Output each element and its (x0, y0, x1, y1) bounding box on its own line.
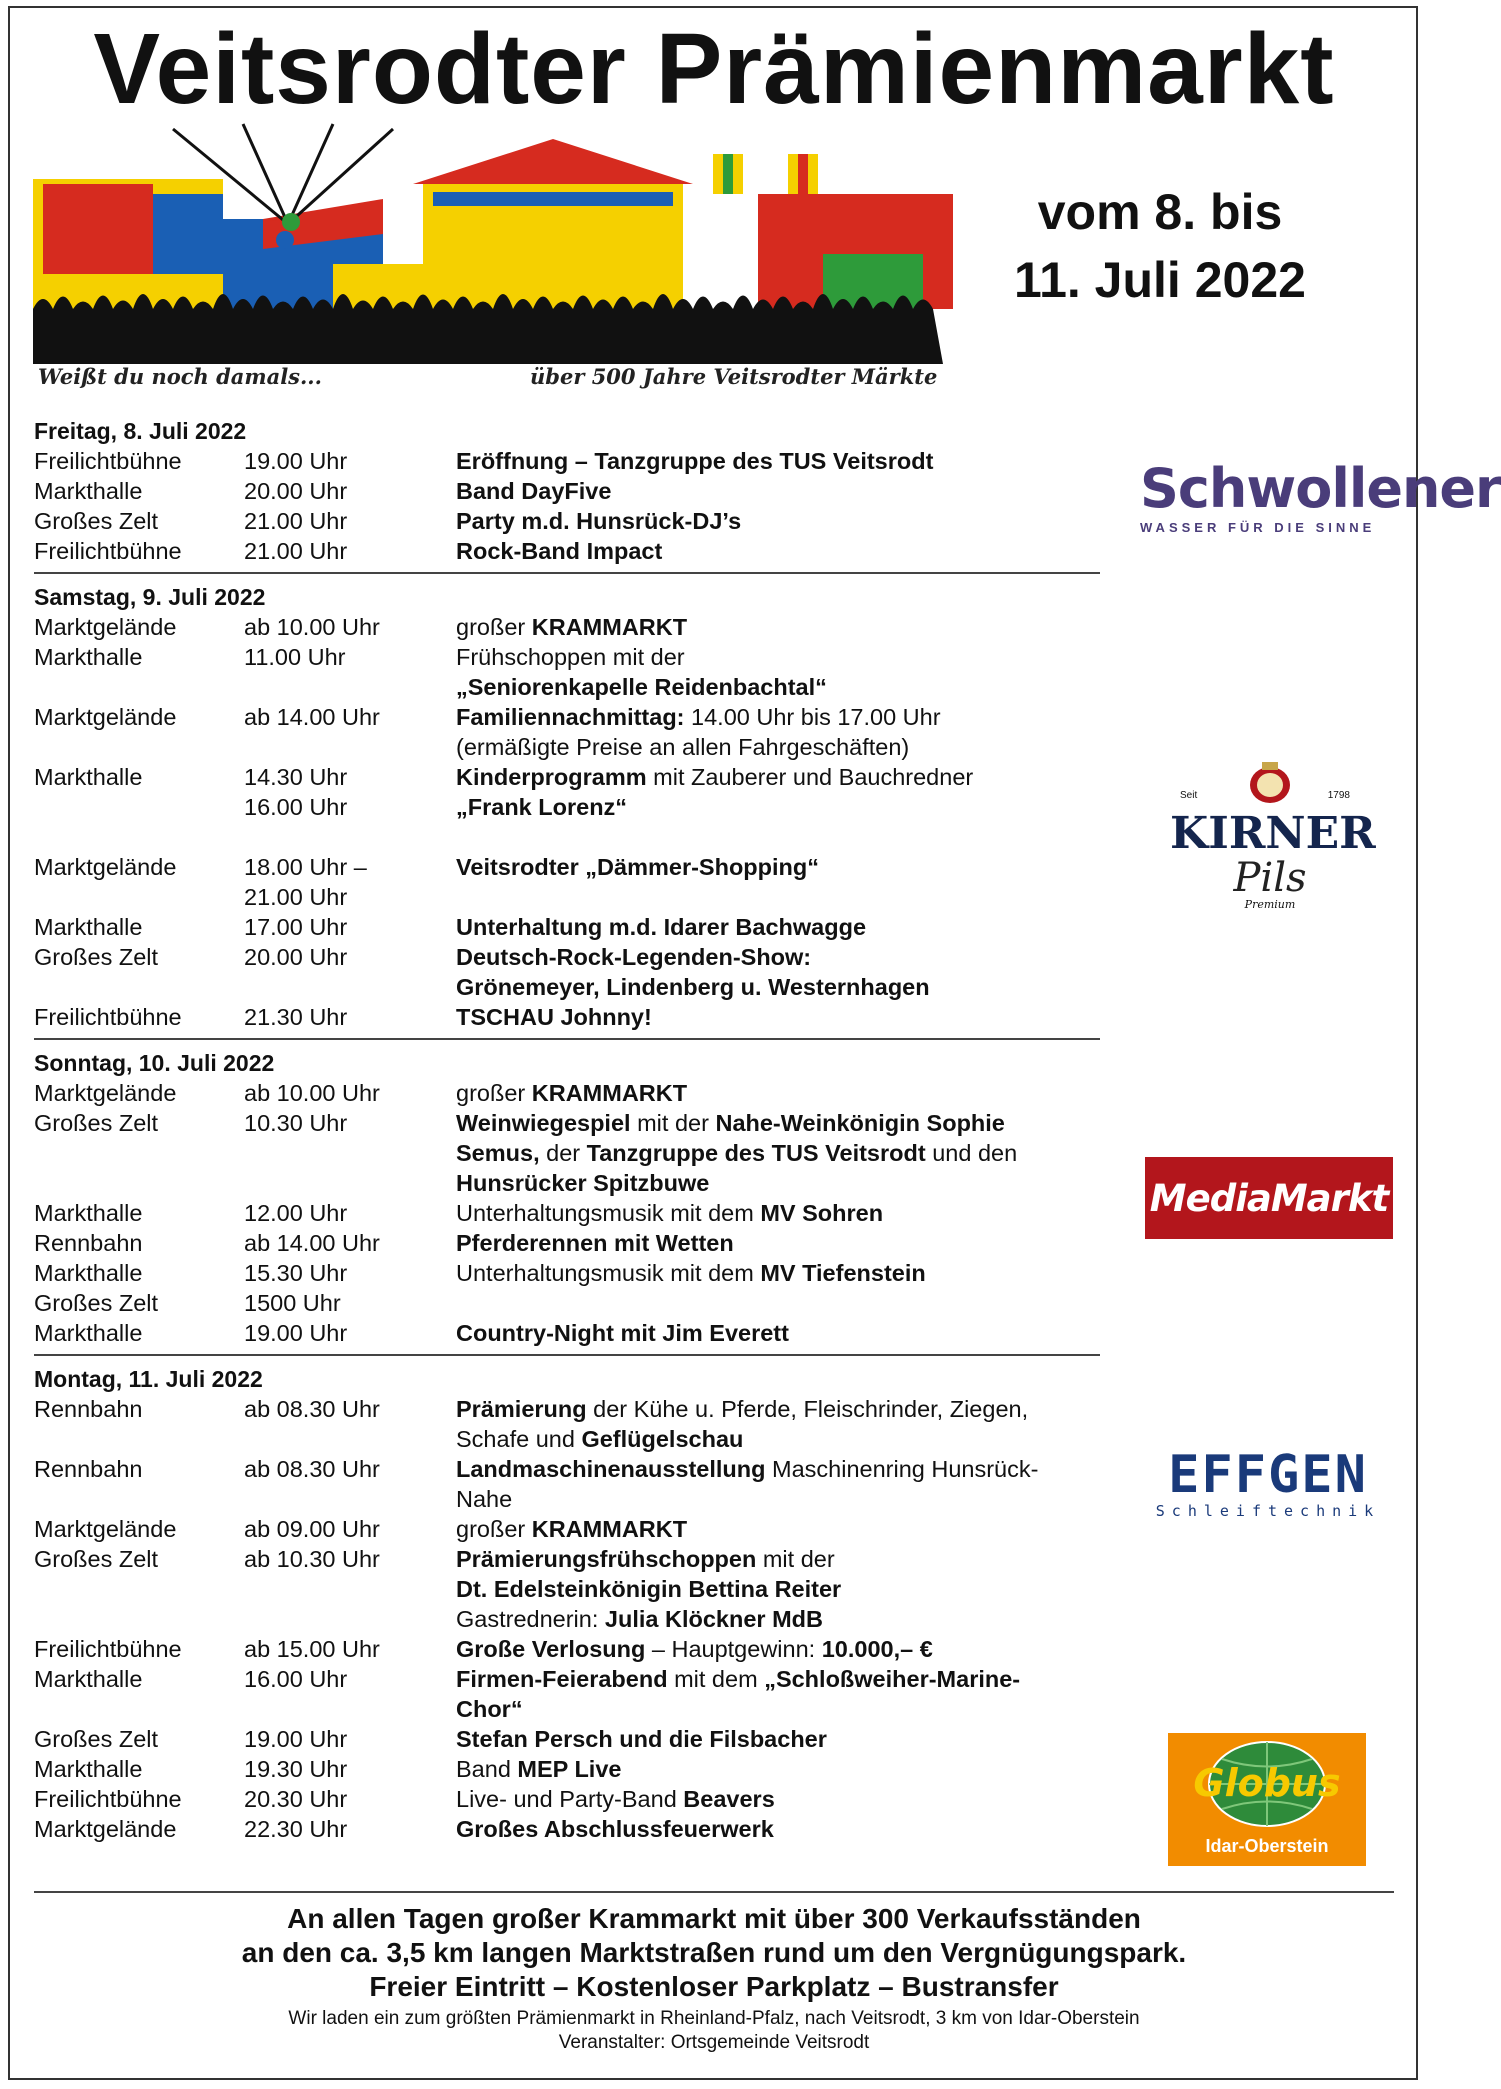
event-text: Tanzgruppe des TUS Veitsrodt (586, 1140, 926, 1166)
event-text: Chor“ (456, 1696, 523, 1722)
event-time (244, 1168, 456, 1198)
event-text: Band (456, 1756, 518, 1782)
footer-line-2: an den ca. 3,5 km langen Marktstraßen rund um den Vergnügungspark. (241, 1937, 1187, 1968)
event-text: Gastrednerin: (456, 1606, 605, 1632)
event-description (456, 1724, 1100, 1754)
schedule-row (34, 1108, 1100, 1138)
event-text: Rock-Band Impact (456, 538, 663, 564)
schedule-row (34, 732, 1100, 762)
footer-divider (34, 1891, 1394, 1893)
day-heading: Sonntag, 10. Juli 2022 (34, 1050, 275, 1076)
event-location: Markthalle (34, 478, 143, 504)
schedule-row (34, 1198, 1100, 1228)
event-time (244, 1604, 456, 1634)
event-location: Marktgelände (34, 614, 177, 640)
tagline-left: Weißt du noch damals... (38, 364, 322, 389)
event-description (456, 1108, 1100, 1138)
event-text: MV Sohren (760, 1200, 884, 1226)
kirner-crest-icon (1240, 760, 1300, 805)
date-line-2: 11. Juli 2022 (1014, 252, 1306, 308)
schedule-row (34, 1138, 1100, 1168)
event-description (456, 1634, 1100, 1664)
event-description (456, 1318, 1100, 1348)
event-text: Deutsch-Rock-Legenden-Show: (456, 944, 812, 970)
event-time: ab 15.00 Uhr (244, 1636, 380, 1662)
event-description (456, 1484, 1100, 1514)
event-time: ab 10.00 Uhr (244, 1080, 380, 1106)
event-text: Live- und Party-Band (456, 1786, 684, 1812)
event-time: ab 09.00 Uhr (244, 1516, 380, 1542)
day-section (34, 1364, 1100, 1850)
event-description (456, 1198, 1100, 1228)
event-location (34, 882, 244, 912)
event-text: Eröffnung – Tanzgruppe des TUS Veitsrodt (456, 448, 934, 474)
event-description (456, 506, 1100, 536)
event-description (456, 1454, 1100, 1484)
schedule-row (34, 536, 1100, 566)
event-location (34, 792, 244, 822)
schedule-row (34, 1814, 1100, 1844)
schwollener-tagline: WASSER FÜR DIE SINNE (1140, 520, 1376, 535)
day-section (34, 1048, 1100, 1356)
event-description (456, 1694, 1100, 1724)
event-text: Firmen-Feierabend (456, 1666, 668, 1692)
event-text: „Schloßweiher-Marine- (764, 1666, 1021, 1692)
kirner-year: 1798 (1327, 790, 1350, 801)
day-section (34, 416, 1100, 574)
event-text: mit der (756, 1546, 835, 1572)
schedule-row (34, 942, 1100, 972)
flag-1-stripe (723, 154, 733, 194)
event-location: Markthalle (34, 1756, 143, 1782)
event-location: Freilichtbühne (34, 538, 182, 564)
event-time: 1500 Uhr (244, 1290, 341, 1316)
event-location (34, 1484, 244, 1514)
day-heading: Montag, 11. Juli 2022 (34, 1366, 263, 1392)
event-description (456, 672, 1100, 702)
event-time: 22.30 Uhr (244, 1816, 348, 1842)
event-location: Markthalle (34, 1200, 143, 1226)
kirner-premium: Premium (1244, 898, 1296, 911)
footer-line-3: Freier Eintritt – Kostenloser Parkplatz – Bustransfer (369, 1971, 1059, 2002)
event-text: großer (456, 1080, 532, 1106)
footer-line-4: Wir laden ein zum größten Prämienmarkt in Rheinland-Pfalz, nach Veitsrodt, 3 km von Idar-Oberstein (288, 2008, 1140, 2029)
event-text: Nahe (456, 1486, 513, 1512)
event-text: Stefan Persch und die Filsbacher (456, 1726, 827, 1752)
red-block (43, 184, 153, 274)
event-description (456, 1784, 1100, 1814)
schedule-row (34, 882, 1100, 912)
event-text: Kinderprogramm (456, 764, 647, 790)
event-time: ab 08.30 Uhr (244, 1396, 380, 1422)
event-description (456, 1754, 1100, 1784)
schedule-row (34, 1784, 1100, 1814)
event-time: 14.30 Uhr (244, 764, 348, 790)
event-description (456, 1228, 1100, 1258)
event-location: Großes Zelt (34, 944, 159, 970)
event-location: Freilichtbühne (34, 1004, 182, 1030)
event-text: Dt. Edelsteinkönigin Bettina Reiter (456, 1576, 842, 1602)
event-location: Marktgelände (34, 1816, 177, 1842)
event-text: der (539, 1140, 587, 1166)
schedule-row (34, 1228, 1100, 1258)
event-text: Grönemeyer, Lindenberg u. Westernhagen (456, 974, 930, 1000)
schedule-row (34, 852, 1100, 882)
balloon-3 (276, 231, 294, 249)
event-time: 11.00 Uhr (244, 644, 346, 670)
balloon-2 (282, 213, 300, 231)
crowd-silhouette (33, 294, 943, 364)
event-time (244, 972, 456, 1002)
event-location: Markthalle (34, 914, 143, 940)
event-description (456, 882, 1100, 912)
event-text: Veitsrodter „Dämmer-Shopping“ (456, 854, 819, 880)
event-time: 19.00 Uhr (244, 1726, 348, 1752)
event-time: 15.30 Uhr (244, 1260, 348, 1286)
event-text: Country-Night mit Jim Everett (456, 1320, 789, 1346)
event-text: großer (456, 614, 532, 640)
event-time: 20.00 Uhr (244, 478, 348, 504)
event-text: 10.000,– € (821, 1636, 933, 1662)
schedule-row (34, 1258, 1100, 1288)
event-location: Großes Zelt (34, 1110, 159, 1136)
event-time: 19.30 Uhr (244, 1756, 348, 1782)
event-description (456, 1604, 1100, 1634)
event-description (456, 1078, 1100, 1108)
ride-arm-3 (243, 124, 288, 224)
schwollener-logo-text: Schwollener (1140, 457, 1501, 520)
schedule-row (34, 1394, 1100, 1424)
sponsor-kirner (1170, 760, 1376, 940)
schedule-row (34, 1604, 1100, 1634)
event-location (34, 732, 244, 762)
sponsor-effgen (1143, 1445, 1393, 1528)
event-description (456, 1168, 1100, 1198)
effgen-logo-text: EFFGEN (1168, 1445, 1368, 1505)
kirner-seit: Seit (1180, 790, 1198, 801)
schedule (34, 416, 1100, 1858)
date-line-1: vom 8. bis (1037, 184, 1283, 240)
event-time: 21.30 Uhr (244, 1004, 348, 1030)
event-location: Marktgelände (34, 1516, 177, 1542)
event-time (244, 1424, 456, 1454)
effgen-tagline: Schleiftechnik (1155, 1502, 1381, 1520)
event-location (34, 1694, 244, 1724)
schedule-row (34, 1078, 1100, 1108)
event-text: MEP Live (517, 1756, 622, 1782)
schedule-row (34, 1664, 1100, 1694)
event-location: Markthalle (34, 1320, 143, 1346)
event-text: großer (456, 1516, 532, 1542)
sponsor-globus (1168, 1733, 1366, 1866)
event-location: Großes Zelt (34, 508, 159, 534)
event-text: Semus, (456, 1140, 540, 1166)
event-text: Unterhaltung m.d. Idarer Bachwagge (456, 914, 867, 940)
event-time: 21.00 Uhr (244, 884, 348, 910)
event-location: Großes Zelt (34, 1290, 159, 1316)
event-description (456, 642, 1100, 672)
event-text: KRAMMARKT (531, 614, 688, 640)
event-location: Marktgelände (34, 854, 177, 880)
schedule-row (34, 1754, 1100, 1784)
schedule-row (34, 446, 1100, 476)
schedule-row (34, 762, 1100, 792)
footer-line-1: An allen Tagen großer Krammarkt mit über 300 Verkaufsständen (287, 1903, 1141, 1934)
schedule-row (34, 506, 1100, 536)
event-location: Markthalle (34, 644, 143, 670)
event-time: 10.30 Uhr (244, 1110, 348, 1136)
schedule-row (34, 612, 1100, 642)
event-time: 17.00 Uhr (244, 914, 348, 940)
event-time: 20.30 Uhr (244, 1786, 348, 1812)
event-time (244, 732, 456, 762)
blue-block (153, 194, 223, 274)
globus-city: Idar-Oberstein (1205, 1836, 1329, 1856)
tagline-right: über 500 Jahre Veitsrodter Märkte (530, 364, 938, 389)
event-text: Hunsrücker Spitzbuwe (456, 1170, 710, 1196)
event-text: Familiennachmittag: (456, 704, 685, 730)
event-location: Freilichtbühne (34, 448, 182, 474)
event-description (456, 1288, 1100, 1318)
event-time: 20.00 Uhr (244, 944, 348, 970)
event-description (456, 762, 1100, 792)
event-location: Marktgelände (34, 704, 177, 730)
event-text: Landmaschinenausstellung (456, 1456, 766, 1482)
event-description (456, 1424, 1100, 1454)
event-location: Rennbahn (34, 1396, 143, 1422)
row-spacer (34, 822, 1100, 852)
event-text: mit Zauberer und Bauchredner (646, 764, 974, 790)
event-time: 21.00 Uhr (244, 508, 348, 534)
event-text: Beavers (683, 1786, 775, 1812)
event-time: 16.00 Uhr (244, 1666, 348, 1692)
event-text: KRAMMARKT (531, 1080, 688, 1106)
event-location (34, 1424, 244, 1454)
event-text: Unterhaltungsmusik mit dem (456, 1260, 761, 1286)
event-description (456, 702, 1100, 732)
schedule-row (34, 1634, 1100, 1664)
day-heading: Samstag, 9. Juli 2022 (34, 584, 266, 610)
event-location: Freilichtbühne (34, 1636, 182, 1662)
event-time: 18.00 Uhr – (244, 854, 367, 880)
event-text: „Frank Lorenz“ (456, 794, 628, 820)
event-text: Nahe-Weinkönigin Sophie (715, 1110, 1005, 1136)
schedule-row (34, 1694, 1100, 1724)
event-text: Prämierungsfrühschoppen (456, 1546, 757, 1572)
event-description (456, 852, 1100, 882)
event-text: Pferderennen mit Wetten (456, 1230, 734, 1256)
event-time: 16.00 Uhr (244, 794, 348, 820)
event-text: MV Tiefenstein (760, 1260, 926, 1286)
event-description (456, 1814, 1100, 1844)
event-description (456, 792, 1100, 822)
event-location (34, 1168, 244, 1198)
event-time: 19.00 Uhr (244, 448, 348, 474)
footer-krammarkt (0, 1902, 1428, 1970)
event-text: mit der (630, 1110, 716, 1136)
event-text: Unterhaltungsmusik mit dem (456, 1200, 761, 1226)
event-description (456, 1002, 1100, 1032)
event-time: ab 14.00 Uhr (244, 704, 380, 730)
event-text: mit dem (667, 1666, 765, 1692)
schedule-row (34, 642, 1100, 672)
event-time (244, 672, 456, 702)
event-time: ab 14.00 Uhr (244, 1230, 380, 1256)
event-time (244, 1574, 456, 1604)
event-text: der Kühe u. Pferde, Fleischrinder, Ziegen, (586, 1396, 1029, 1422)
event-text: Frühschoppen mit der (456, 644, 685, 670)
event-time: 21.00 Uhr (244, 538, 348, 564)
schedule-row (34, 1318, 1100, 1348)
event-description (456, 1258, 1100, 1288)
kirner-pils: Pils (1233, 855, 1307, 901)
kirner-logo-text: KIRNER (1170, 808, 1376, 859)
event-text: Prämierung (456, 1396, 587, 1422)
schedule-row (34, 1514, 1100, 1544)
schedule-row (34, 1002, 1100, 1032)
schedule-row (34, 972, 1100, 1002)
event-time: ab 10.00 Uhr (244, 614, 380, 640)
schedule-row (34, 702, 1100, 732)
event-location (34, 1604, 244, 1634)
event-text: 14.00 Uhr bis 17.00 Uhr (684, 704, 941, 730)
schedule-row (34, 912, 1100, 942)
event-location: Markthalle (34, 1260, 143, 1286)
event-text: Schafe und (456, 1426, 582, 1452)
event-location (34, 1138, 244, 1168)
date-range (965, 178, 1355, 314)
event-time: 19.00 Uhr (244, 1320, 348, 1346)
event-time (244, 1484, 456, 1514)
schedule-row (34, 1424, 1100, 1454)
schedule-row (34, 1484, 1100, 1514)
mediamarkt-logo-text: MediaMarkt (1149, 1176, 1389, 1220)
event-description (456, 1514, 1100, 1544)
event-description (456, 942, 1100, 972)
event-text: Party m.d. Hunsrück-DJ’s (456, 508, 742, 534)
event-location: Markthalle (34, 1666, 143, 1692)
event-description (456, 972, 1100, 1002)
event-location: Rennbahn (34, 1456, 143, 1482)
event-location (34, 672, 244, 702)
event-location: Großes Zelt (34, 1726, 159, 1752)
event-description (456, 1574, 1100, 1604)
footer-line-5: Veranstalter: Ortsgemeinde Veitsrodt (558, 2032, 870, 2053)
event-text: (ermäßigte Preise an allen Fahrgeschäften) (456, 734, 910, 760)
event-description (456, 732, 1100, 762)
event-description (456, 476, 1100, 506)
event-location: Markthalle (34, 764, 143, 790)
event-location (34, 1574, 244, 1604)
event-time (244, 1138, 456, 1168)
event-description (456, 1394, 1100, 1424)
schedule-row (34, 1288, 1100, 1318)
event-text: Geflügelschau (581, 1426, 744, 1452)
page-title: Veitsrodter Prämienmarkt (93, 13, 1335, 125)
event-description (456, 912, 1100, 942)
event-location: Freilichtbühne (34, 1786, 182, 1812)
event-text: und den (925, 1140, 1018, 1166)
schedule-row (34, 1454, 1100, 1484)
globus-logo-text: Globus (1193, 1761, 1341, 1805)
event-text: Weinwiegespiel (456, 1110, 631, 1136)
event-location: Rennbahn (34, 1230, 143, 1256)
event-location: Großes Zelt (34, 1546, 159, 1572)
schedule-row (34, 1574, 1100, 1604)
event-location: Marktgelände (34, 1080, 177, 1106)
event-text: Großes Abschlussfeuerwerk (456, 1816, 774, 1842)
event-time (244, 1694, 456, 1724)
carousel-band (433, 192, 673, 206)
sponsor-mediamarkt (1145, 1157, 1393, 1239)
event-text: TSCHAU Johnny! (456, 1004, 652, 1030)
flag-2-stripe (798, 154, 808, 194)
schedule-row (34, 476, 1100, 506)
day-section (34, 582, 1100, 1040)
event-time: ab 08.30 Uhr (244, 1456, 380, 1482)
event-text: – Hauptgewinn: (645, 1636, 822, 1662)
day-heading: Freitag, 8. Juli 2022 (34, 418, 247, 444)
event-text: Julia Klöckner MdB (604, 1606, 823, 1632)
carousel-roof (413, 139, 693, 184)
event-description (456, 612, 1100, 642)
fair-illustration (33, 124, 943, 364)
event-time: 12.00 Uhr (244, 1200, 348, 1226)
event-text: Band DayFive (456, 478, 612, 504)
schedule-row (34, 1168, 1100, 1198)
event-location (34, 972, 244, 1002)
event-text: „Seniorenkapelle Reidenbachtal“ (456, 674, 827, 700)
event-description (456, 536, 1100, 566)
schedule-row (34, 1544, 1100, 1574)
event-description (456, 1544, 1100, 1574)
event-description (456, 1664, 1100, 1694)
event-description (456, 446, 1100, 476)
schedule-row (34, 1724, 1100, 1754)
event-description (456, 1138, 1100, 1168)
schedule-row (34, 792, 1100, 822)
event-time: ab 10.30 Uhr (244, 1546, 380, 1572)
schedule-row (34, 672, 1100, 702)
event-text: Große Verlosung (456, 1636, 646, 1662)
event-text: KRAMMARKT (531, 1516, 688, 1542)
sponsor-schwollener (1140, 457, 1501, 550)
event-text: Maschinenring Hunsrück- (765, 1456, 1039, 1482)
